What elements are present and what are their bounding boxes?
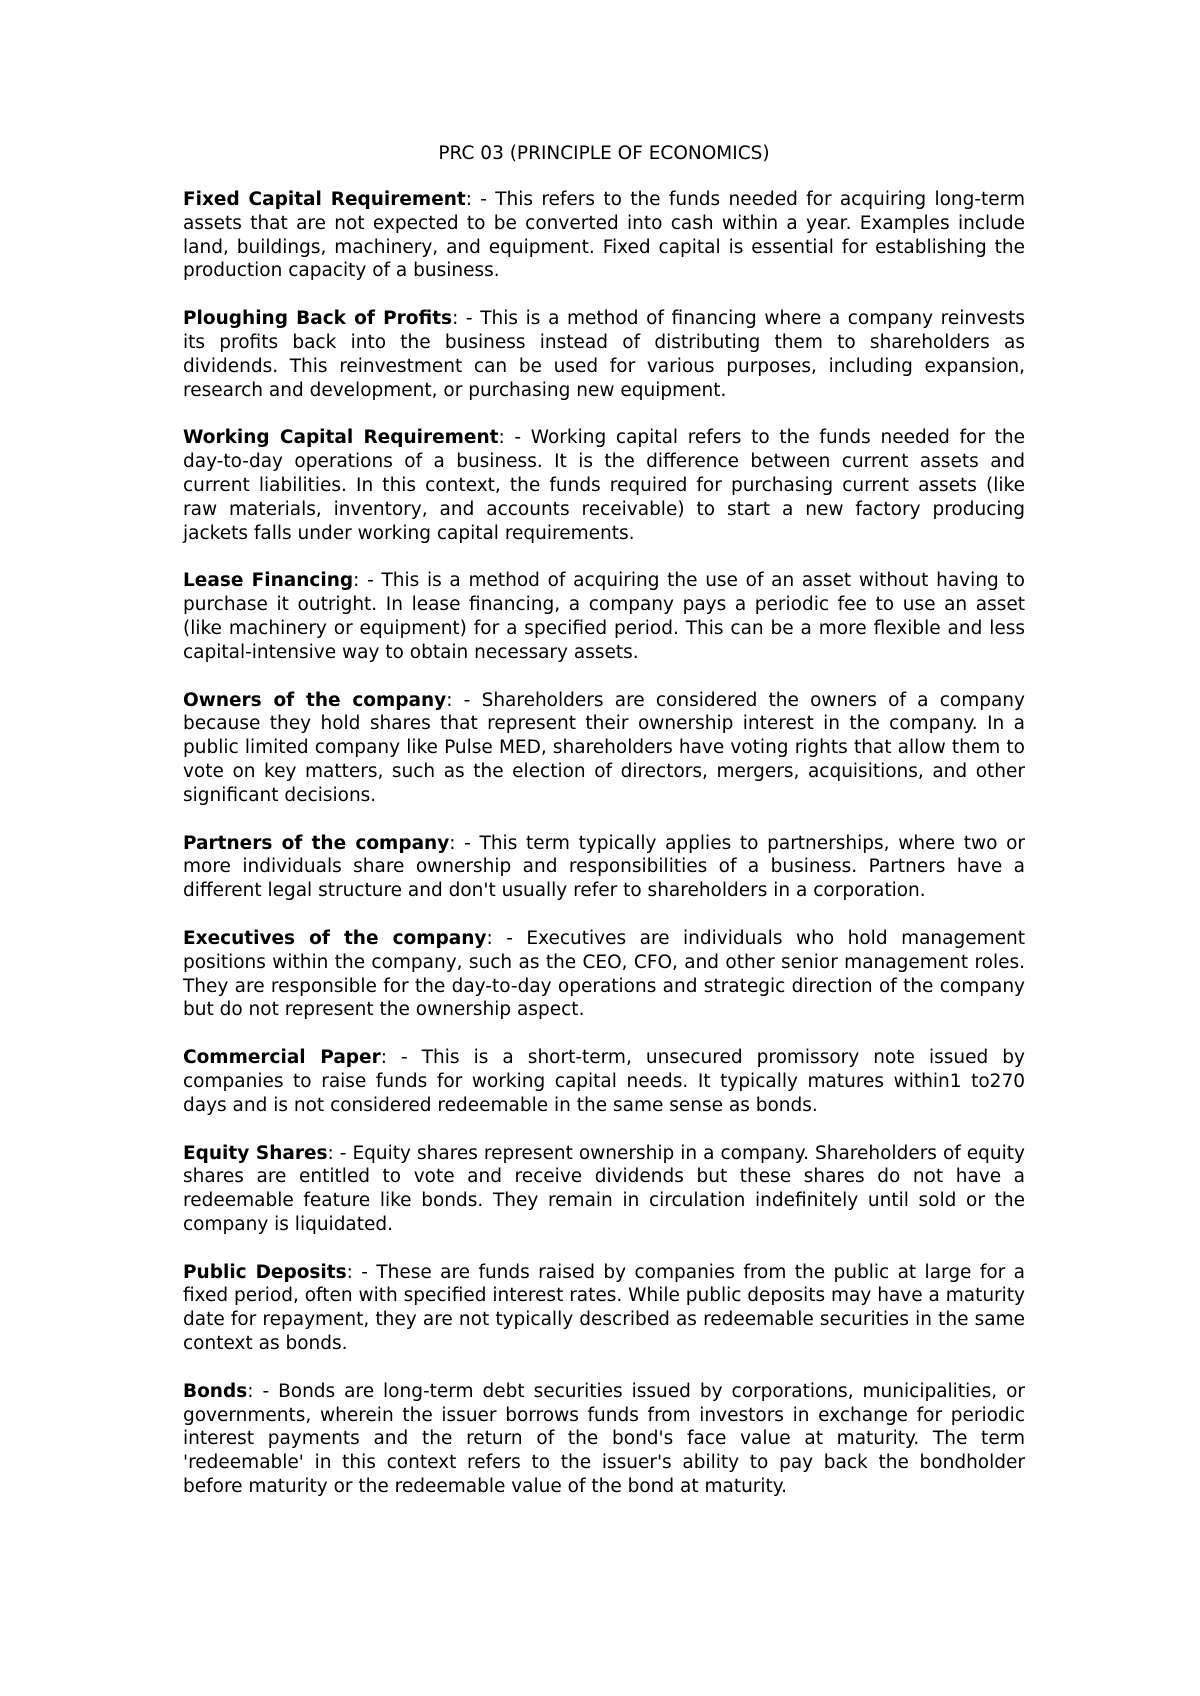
definition-text: : - Shareholders are considered the owners of a company because they hold shares that represent their ownership interest in the company. In a public limited company like Pulse MED, shareholders have voting rights that allow them to vote on key matters, such as the election of directors, mergers, acquisitions, and other significant decisions. (183, 689, 1025, 806)
definition-text: : - Bonds are long-term debt securities issued by corporations, municipalities, or governments, wherein the issuer borrows funds from investors in exchange for periodic interest payments and the return of the bond's face value at maturity. The term 'redeemable' in this context refers to the issuer's ability to pay back the bondholder before maturity or the redeemable value of the bond at maturity. (183, 1380, 1025, 1498)
definition-paragraph (183, 689, 1025, 808)
definition-paragraph (183, 426, 1025, 545)
definition-text: : - Working capital refers to the funds needed for the day-to-day operations of a business. It is the difference between current assets and current liabilities. In this context, the funds required for purchasing current assets (like raw materials, inventory, and accounts receivable) to start a new factory producing jackets falls under working capital requirements. (183, 427, 1025, 544)
definition-text: : - This is a short-term, unsecured promissory note issued by companies to raise funds for working capital needs. It typically matures within1 to270 days and is not considered redeemable in the same sense as bonds. (183, 1047, 1025, 1116)
definition-term: Lease Financing (183, 570, 354, 592)
definition-text: : - These are funds raised by companies from the public at large for a fixed period, often with specified interest rates. While public deposits may have a maturity date for repayment, they are not typically described as redeemable securities in the same context as bonds. (183, 1261, 1025, 1355)
definition-term: Fixed Capital Requirement (183, 189, 466, 210)
definition-paragraph (183, 307, 1025, 402)
definition-term: Executives of the company (183, 927, 487, 949)
definition-paragraph (183, 1046, 1025, 1117)
definition-text: : - This refers to the funds needed for acquiring long-term assets that are not expected to be converted into cash within a year. Examples include land, buildings, machinery, and equipment. Fixed capital is essential for establishing the production capacity of a business. (183, 189, 1025, 282)
definition-text: : - This is a method of acquiring the use of an asset without having to purchase it outright. In lease financing, a company pays a periodic fee to use an asset (like machinery or equipment) for a specified period. This can be a more flexible and less capital-intensive way to obtain necessary assets. (183, 570, 1025, 663)
definition-term: Owners of the company (183, 689, 447, 711)
definition-text: : - Executives are individuals who hold management positions within the company, such as the CEO, CFO, and other senior management roles. They are responsible for the day-to-day operations and strategic direction of the company but do not represent the ownership aspect. (183, 927, 1025, 1021)
definition-paragraph (183, 1380, 1025, 1499)
definition-term: Ploughing Back of Profits (183, 308, 453, 330)
definition-term: Equity Shares (183, 1142, 328, 1164)
definition-term: Commercial Paper (183, 1047, 381, 1069)
definition-term: Working Capital Requirement (183, 427, 499, 449)
definition-paragraph (183, 188, 1025, 283)
definition-paragraph (183, 1261, 1025, 1356)
definition-term: Bonds (183, 1380, 248, 1402)
definition-text: : - This term typically applies to partnerships, where two or more individuals share ownership and responsibilities of a business. Partners have a different legal structure and don't usually refer to shareholders in a corporation. (183, 832, 1025, 902)
definition-term: Public Deposits (183, 1261, 347, 1283)
document-body (183, 142, 1025, 1523)
definition-text: : - Equity shares represent ownership in a company. Shareholders of equity shares are entitled to vote and receive dividends but these shares do not have a redeemable feature like bonds. They remain in circulation indefinitely until sold or the company is liquidated. (183, 1142, 1025, 1235)
definition-paragraph (183, 927, 1025, 1022)
definition-paragraph (183, 569, 1025, 664)
definition-term: Partners of the company (183, 832, 450, 854)
definition-text: : - This is a method of financing where a company reinvests its profits back into the business instead of distributing them to shareholders as dividends. This reinvestment can be used for various purposes, including expansion, research and development, or purchasing new equipment. (183, 308, 1025, 401)
document-title: PRC 03 (PRINCIPLE OF ECONOMICS) (438, 143, 770, 164)
definition-paragraph (183, 1142, 1025, 1237)
definition-paragraph (183, 832, 1025, 903)
